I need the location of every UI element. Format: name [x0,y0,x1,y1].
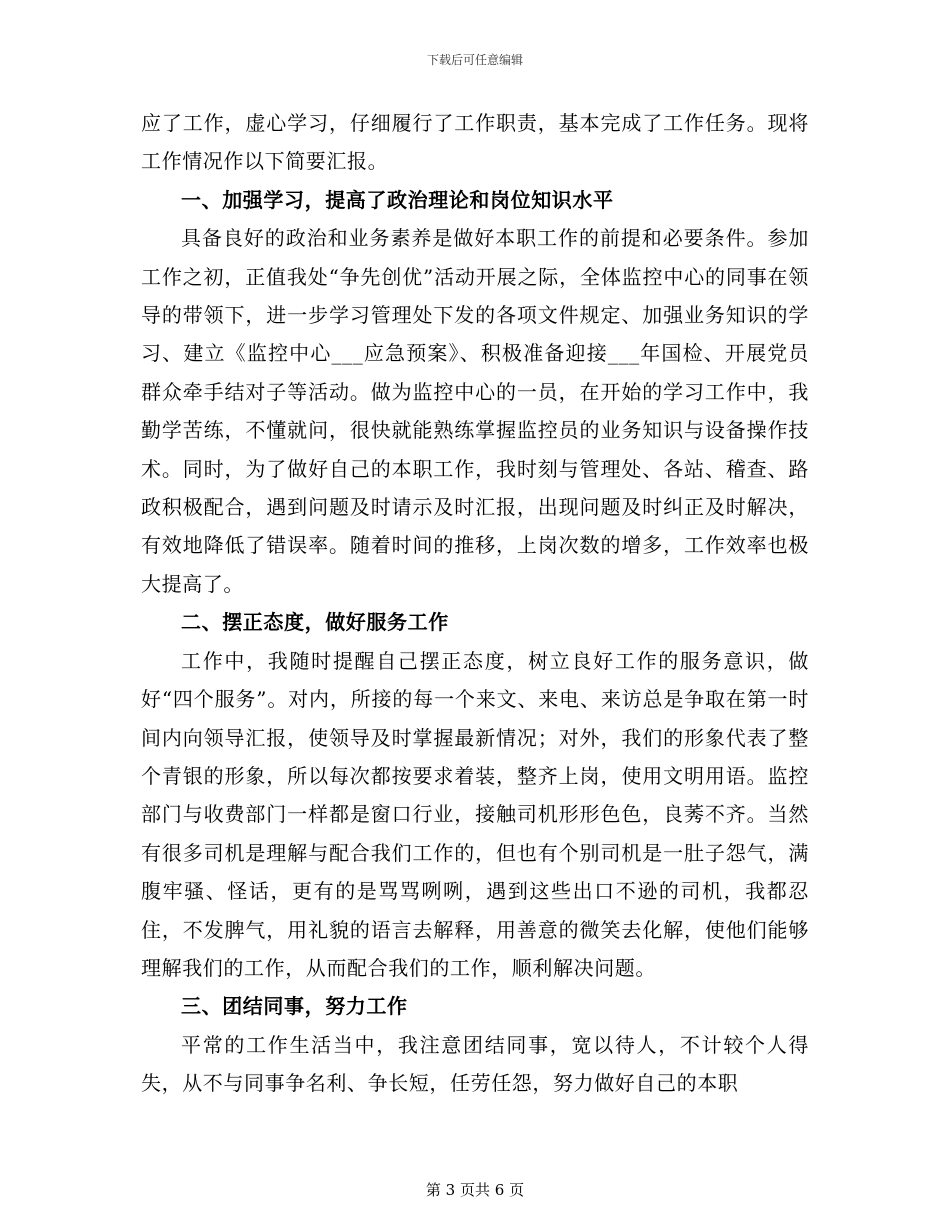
paragraph-section-1: 具备良好的政治和业务素养是做好本职工作的前提和必要条件。参加工作之初，正值我处“争先创优”活动开展之际，全体监控中心的同事在领导的带领下，进一步学习管理处下发的各项文件规定、加强业务知识的学习、建立《监控中心___应急预案》、积极准备迎接___年国检、开展党员群众牵手结对子等活动。做为监控中心的一员，在开始的学习工作中，我勤学苦练，不懂就问，很快就能熟练掌握监控员的业务知识与设备操作技术。同时，为了做好自己的本职工作，我时刻与管理处、各站、稽查、路政积极配合，遇到问题及时请示及时汇报，出现问题及时纠正及时解决，有效地降低了错误率。随着时间的推移，上岗次数的增多，工作效率也极大提高了。 [141,226,809,596]
page-footer: 第 3 页共 6 页 [425,1181,525,1199]
section-heading-1: 一、加强学习，提高了政治理论和岗位知识水平 [181,187,614,212]
page-header: 下载后可任意编辑 [426,53,523,67]
paragraph-section-2: 工作中，我随时提醒自己摆正态度，树立良好工作的服务意识，做好“四个服务”。对内，所接的每一个来文、来电、来访总是争取在第一时间内向领导汇报，使领导及时掌握最新情况；对外，我们的形象代表了整个青银的形象，所以每次都按要求着装，整齐上岗，使用文明用语。监控部门与收费部门一样都是窗口行业，接触司机形形色色，良莠不齐。当然有很多司机是理解与配合我们工作的，但也有个别司机是一肚子怨气，满腹牢骚、怪话，更有的是骂骂咧咧，遇到这些出口不逊的司机，我都忍住，不发脾气，用礼貌的语言去解释，用善意的微笑去化解，使他们能够理解我们的工作，从而配合我们的工作，顺利解决问题。 [141,648,809,980]
section-heading-2: 二、摆正态度，做好服务工作 [181,610,449,635]
paragraph-intro: 应了工作，虚心学习，仔细履行了工作职责，基本完成了工作任务。现将工作情况作以下简要汇报。 [141,111,809,174]
paragraph-section-3: 平常的工作生活当中，我注意团结同事，宽以待人，不计较个人得失，从不与同事争名利、争长短，任劳任怨，努力做好自己的本职 [141,1032,809,1096]
section-heading-3: 三、团结同事，努力工作 [181,994,408,1019]
document-body [141,104,809,1103]
